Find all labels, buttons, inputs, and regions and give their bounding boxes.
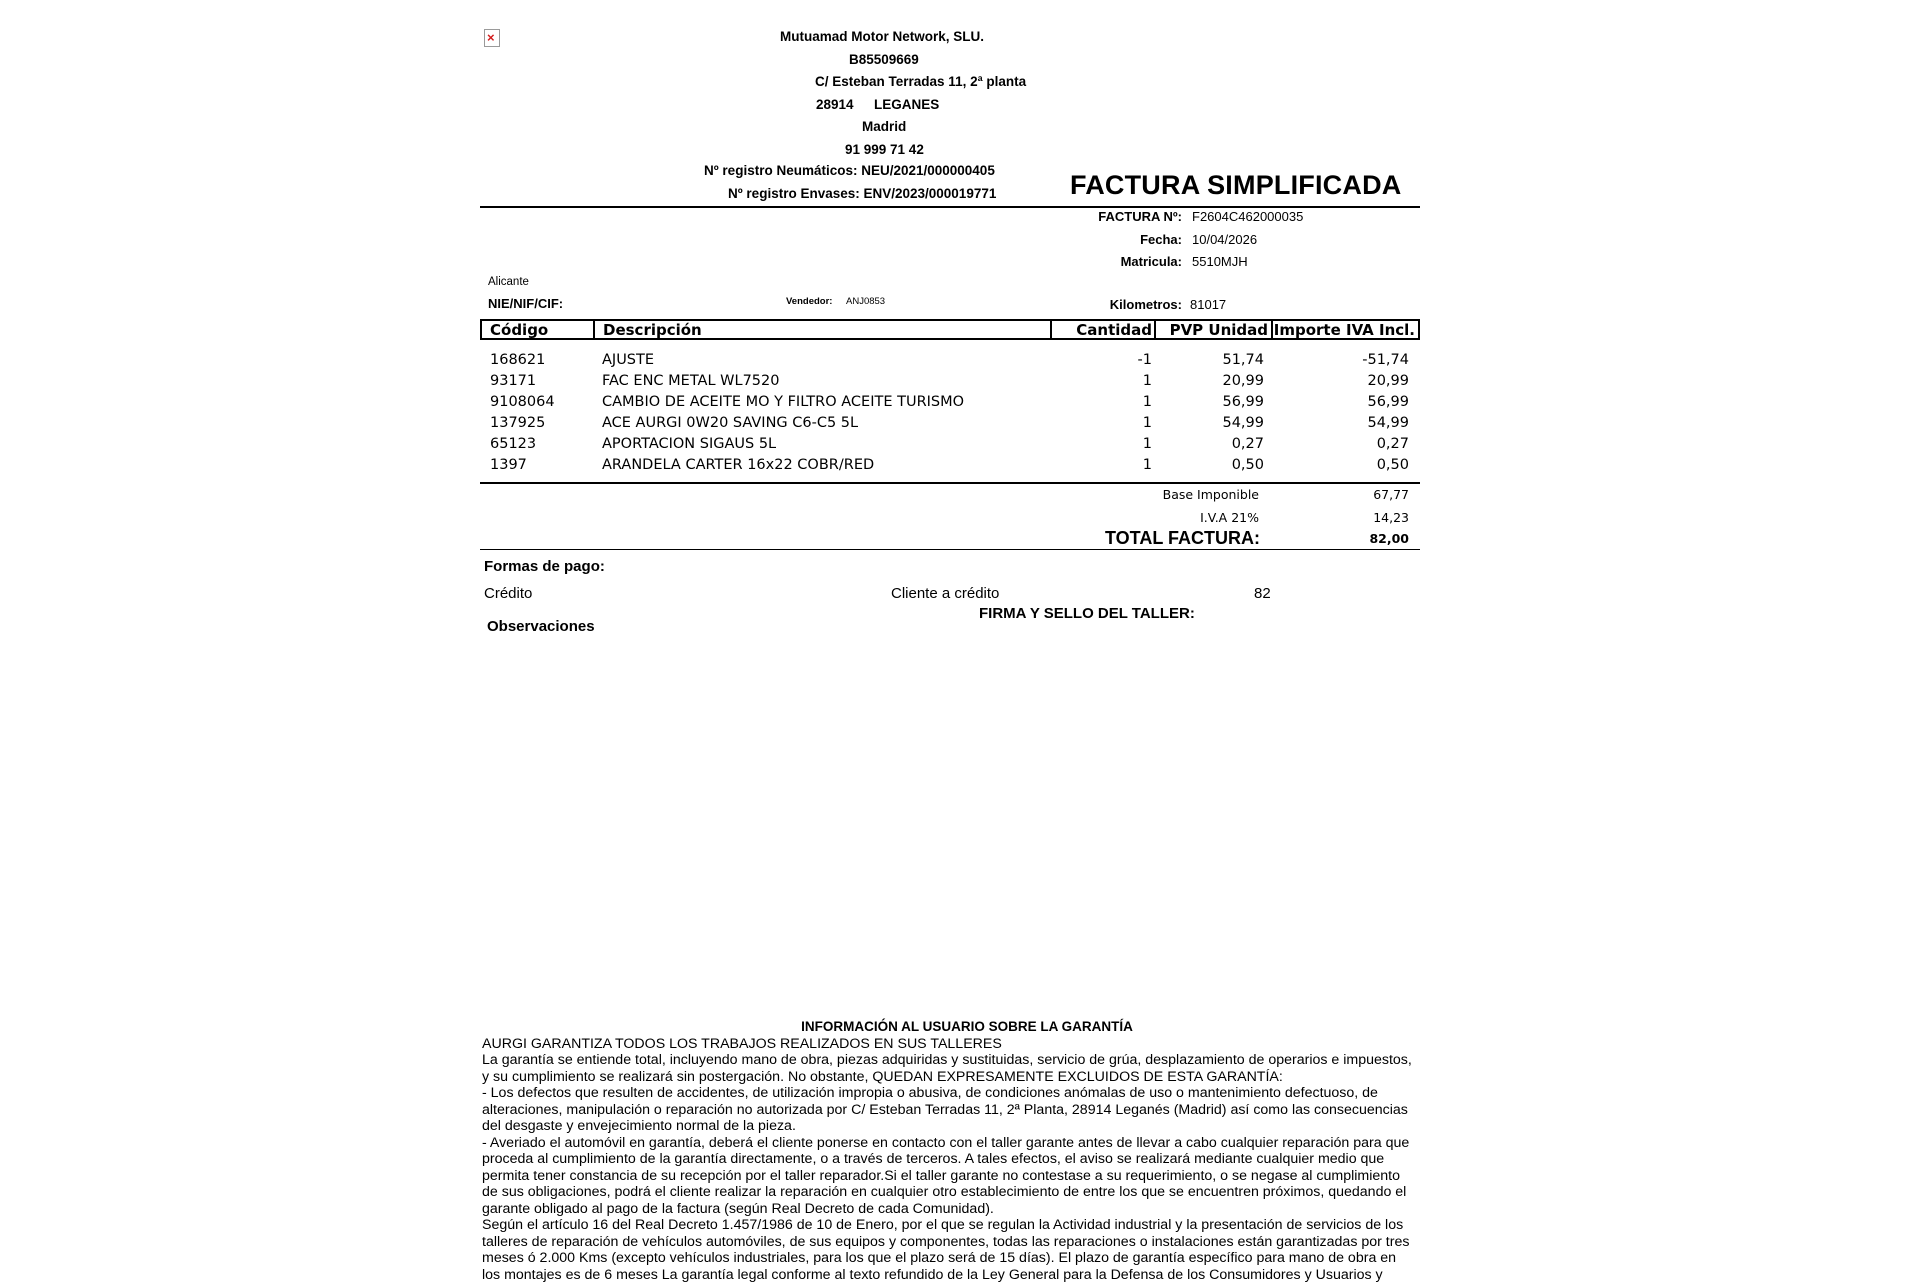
cell-amount: 0,27	[1271, 434, 1409, 455]
cell-code: 1397	[490, 455, 527, 476]
cell-unit-price: 56,99	[1154, 392, 1264, 413]
total-value: 82,00	[1300, 531, 1409, 546]
plate-value: 5510MJH	[1192, 254, 1248, 269]
total-label: TOTAL FACTURA:	[1060, 528, 1260, 549]
cell-code: 65123	[490, 434, 536, 455]
cell-description: FAC ENC METAL WL7520	[602, 371, 779, 392]
cell-description: APORTACION SIGAUS 5L	[602, 434, 776, 455]
cell-qty: 1	[1050, 371, 1152, 392]
km-value: 81017	[1190, 297, 1226, 312]
document-title: FACTURA SIMPLIFICADA	[1070, 170, 1401, 201]
cell-amount: 54,99	[1271, 413, 1409, 434]
warranty-line: - Los defectos que resulten de accidentes, de utilización impropia o abusiva, de condiciones anómalas de uso o mantenimiento defectuoso, de	[482, 1085, 1452, 1102]
seller-label: Vendedor:	[786, 296, 832, 307]
signature-label: FIRMA Y SELLO DEL TALLER:	[979, 605, 1195, 622]
invoice-date: 10/04/2026	[1192, 232, 1257, 247]
col-divider	[593, 321, 595, 338]
col-header-unit-price: PVP Unidad	[1156, 321, 1268, 338]
invoice-number-label: FACTURA Nº:	[1022, 209, 1182, 224]
base-value: 67,77	[1300, 487, 1409, 502]
plate-label: Matricula:	[1022, 254, 1182, 269]
customer-nif-label: NIE/NIF/CIF:	[488, 296, 563, 311]
warranty-line: La garantía se entiende total, incluyendo mano de obra, piezas adquiridas y sustituidas, servicio de grúa, desplazamiento de operarios e impuestos,	[482, 1052, 1452, 1069]
payment-method: Crédito	[484, 585, 532, 602]
table-row	[480, 392, 1420, 413]
col-header-code: Código	[490, 321, 548, 338]
cell-amount: 56,99	[1271, 392, 1409, 413]
cell-unit-price: 0,50	[1154, 455, 1264, 476]
table-row	[480, 371, 1420, 392]
cell-qty: 1	[1050, 434, 1152, 455]
cell-unit-price: 51,74	[1154, 350, 1264, 371]
company-cif: B85509669	[849, 52, 919, 67]
cell-amount: 0,50	[1271, 455, 1409, 476]
cell-code: 137925	[490, 413, 545, 434]
col-header-amount: Importe IVA Incl.	[1273, 321, 1415, 338]
cell-description: ARANDELA CARTER 16x22 COBR/RED	[602, 455, 874, 476]
warranty-line: permita tener constancia de su recepción por el taller reparador.Si el taller garante no contestase a su requerimiento, o se negase al cumplimiento	[482, 1168, 1452, 1185]
base-label: Base Imponible	[1100, 487, 1259, 502]
customer-city: Alicante	[488, 276, 529, 288]
broken-image-icon: ×	[484, 29, 500, 47]
cell-code: 93171	[490, 371, 536, 392]
warranty-section	[482, 1019, 1452, 1283]
cell-code: 168621	[490, 350, 545, 371]
table-row	[480, 413, 1420, 434]
cell-unit-price: 20,99	[1154, 371, 1264, 392]
company-postal-code: 28914	[816, 97, 854, 112]
payment-title: Formas de pago:	[484, 558, 605, 575]
warranty-title: INFORMACIÓN AL USUARIO SOBRE LA GARANTÍA	[482, 1019, 1452, 1036]
invoice-date-label: Fecha:	[1022, 232, 1182, 247]
registry-packaging: Nº registro Envases: ENV/2023/000019771	[728, 186, 996, 201]
warranty-line: meses ó 2.000 Kms (excepto vehículos industriales, para los que el plazo será de 15 días). El plazo de garantía específico para mano de obra en	[482, 1250, 1452, 1267]
cell-qty: 1	[1050, 455, 1152, 476]
company-name: Mutuamad Motor Network, SLU.	[780, 29, 984, 44]
cell-qty: 1	[1050, 392, 1152, 413]
warranty-line: garante obligado al pago de la factura (según Real Decreto de cada Comunidad).	[482, 1201, 1452, 1218]
warranty-line: Según el artículo 16 del Real Decreto 1.457/1986 de 10 de Enero, por el que se regulan la Actividad industrial y la presentación de servicios de los	[482, 1217, 1452, 1234]
table-row	[480, 434, 1420, 455]
warranty-line: talleres de reparación de vehículos automóviles, de sus equipos y componentes, todas las reparaciones o instalaciones están garantizadas por tres	[482, 1234, 1452, 1251]
cell-unit-price: 54,99	[1154, 413, 1264, 434]
iva-value: 14,23	[1300, 510, 1409, 525]
cell-description: ACE AURGI 0W20 SAVING C6-C5 5L	[602, 413, 858, 434]
items-table-header	[480, 319, 1420, 340]
seller-code: ANJ0853	[846, 296, 885, 307]
iva-label: I.V.A 21%	[1100, 510, 1259, 525]
payment-type: Cliente a crédito	[891, 585, 999, 602]
table-row	[480, 350, 1420, 371]
totals-divider	[480, 549, 1420, 550]
cell-qty: 1	[1050, 413, 1152, 434]
company-province: Madrid	[862, 119, 906, 134]
col-header-qty: Cantidad	[1052, 321, 1152, 338]
warranty-line: de sus obligaciones, podrá el cliente realizar la reparación en cualquier otro establecimiento de entre los que se encuentren próximos, quedando el	[482, 1184, 1452, 1201]
company-address: C/ Esteban Terradas 11, 2ª planta	[815, 74, 1026, 89]
cell-unit-price: 0,27	[1154, 434, 1264, 455]
registry-tires: Nº registro Neumáticos: NEU/2021/000000405	[704, 163, 995, 178]
warranty-line: del desgaste y envejecimiento normal de la pieza.	[482, 1118, 1452, 1135]
observations-label: Observaciones	[487, 618, 595, 635]
warranty-line: AURGI GARANTIZA TODOS LOS TRABAJOS REALIZADOS EN SUS TALLERES	[482, 1036, 1452, 1053]
cell-description: AJUSTE	[602, 350, 654, 371]
warranty-line: los montajes es de 6 meses La garantía legal conforme al texto refundido de la Ley General para la Defensa de los Consumidores y Usuarios y	[482, 1267, 1452, 1283]
km-label: Kilometros:	[1022, 297, 1182, 312]
warranty-line: - Averiado el automóvil en garantía, deberá el cliente ponerse en contacto con el taller garante antes de llevar a cabo cualquier reparación para que	[482, 1135, 1452, 1152]
company-phone: 91 999 71 42	[845, 142, 924, 157]
cell-code: 9108064	[490, 392, 555, 413]
cell-qty: -1	[1050, 350, 1152, 371]
cell-amount: 20,99	[1271, 371, 1409, 392]
col-header-description: Descripción	[603, 321, 702, 338]
company-city: LEGANES	[874, 97, 939, 112]
warranty-line: proceda al cumplimiento de la garantía directamente, o a través de terceros. A tales efectos, el aviso se realizará mediante cualquier medio que	[482, 1151, 1452, 1168]
header-divider	[480, 206, 1420, 208]
warranty-line: alteraciones, manipulación o reparación no autorizada por C/ Esteban Terradas 11, 2ª Planta, 28914 Leganés (Madrid) así como las consecuencias	[482, 1102, 1452, 1119]
cell-description: CAMBIO DE ACEITE MO Y FILTRO ACEITE TURISMO	[602, 392, 964, 413]
table-row	[480, 455, 1420, 476]
table-bottom-divider	[480, 482, 1420, 484]
payment-amount: 82	[1254, 585, 1271, 602]
cell-amount: -51,74	[1271, 350, 1409, 371]
warranty-line: y su cumplimiento se realizará sin postergación. No obstante, QUEDAN EXPRESAMENTE EXCLUIDOS DE ESTA GARANTÍA:	[482, 1069, 1452, 1086]
invoice-number: F2604C462000035	[1192, 209, 1303, 224]
